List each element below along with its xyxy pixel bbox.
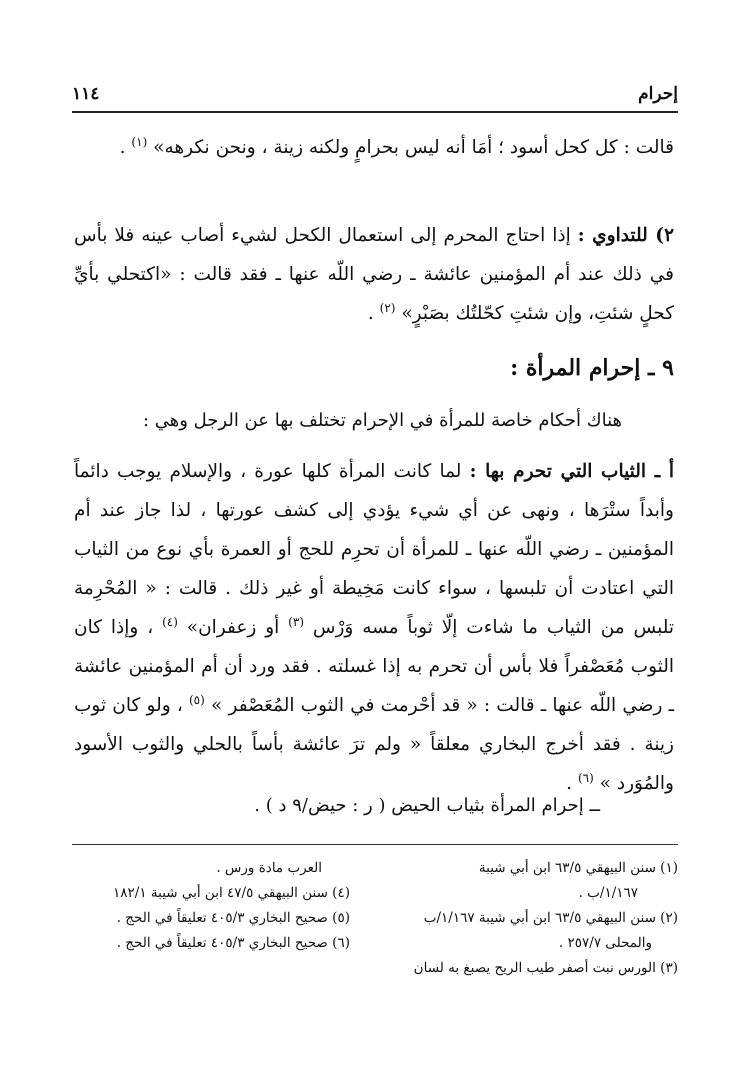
section-intro: هناك أحكام خاصة للمرأة في الإحرام تختلف بها عن الرجل وهي :: [142, 410, 622, 431]
footnote-marker-3: (٣): [288, 614, 304, 629]
footnote-line: والمحلى ٢٥٧/٧ .: [558, 935, 652, 951]
header-title: إحرام: [638, 84, 678, 104]
footnote-line: العرب مادة ورس .: [216, 860, 322, 876]
paragraph-text-1: لما كانت المرأة كلها عورة ، والإسلام يوجب دائماً وأبداً ستْرَها ، ونهى عن أي شيء يؤدي إلى كشف عورتها ، لذا جاز عند أم المؤمنين ـ رضي اللّه عنها ـ للمرأة أن تحرِم للحج أو العمرة بأي نوع من الثياب التي اعتادت أن تلبسها ، سواء كانت مَخِيطة أو غير ذلك . قالت : « المُحْرِمة تلبس من الثياب ما شاءت إلّا ثوباً مسه وَرْس: [74, 461, 674, 638]
paragraph-kohl-quote: [74, 128, 674, 167]
paragraph-clothing: [74, 452, 674, 803]
paragraph-label: أ ـ الثياب التي تحرم بها :: [469, 461, 674, 482]
page-number: ١١٤: [72, 84, 100, 104]
footnote-rule: [72, 844, 678, 845]
footnote-marker-5: (٥): [188, 692, 205, 707]
footnote-line: ١/١٦٧/ب .: [578, 885, 638, 901]
footnote-marker-6: (٦): [577, 770, 594, 785]
paragraph-text: إذا احتاج المحرم إلى استعمال الكحل لشيء أصاب عينه فلا بأس في ذلك عند أم المؤمنين عائشة ـ رضي اللّه عنها ـ فقد قالت : «اكتحلي بأيِّ كحلٍ شئتِ، وإن شئتِ كحّلتُك بصَبْرٍ»: [74, 225, 674, 324]
footnote-marker-1: (١): [131, 134, 148, 149]
paragraph-text-2: أو زعفران»: [186, 617, 280, 638]
paragraph-text: قالت : كل كحل أسود ؛ أمَا أنه ليس بحرامٍ ولكنه زينة ، ونحن نكرهه»: [153, 137, 674, 158]
footnotes-left-column: [60, 856, 350, 956]
footnote-line: (١) سنن البيهقي ٦٣/٥ ابن أبي شيبة: [478, 860, 678, 876]
paragraph-end: .: [119, 137, 126, 158]
footnote-line: (٦) صحيح البخاري ٤٠٥/٣ تعليقاً في الحج .: [116, 935, 350, 951]
paragraph-label: ٢) للتداوي :: [577, 225, 674, 246]
paragraph-end: .: [367, 303, 374, 324]
paragraph-end: .: [566, 773, 573, 794]
footnote-line: (٥) صحيح البخاري ٤٠٥/٣ تعليقاً في الحج .: [116, 910, 350, 926]
footnote-marker-4: (٤): [162, 614, 178, 629]
footnote-line: (٢) سنن البيهقي ٦٣/٥ ابن أبي شيبة ١/١٦٧/ب: [423, 910, 678, 926]
paragraph-treatment: [74, 216, 674, 333]
footnotes-right-column: [368, 856, 678, 981]
footnote-marker-2: (٢): [379, 300, 396, 315]
header-rule: [72, 111, 678, 113]
cross-reference: ــ إحرام المرأة بثياب الحيض ( ر : حيض/٩ د ) .: [254, 795, 600, 816]
footnote-line: (٤) سنن البيهقي ٤٧/٥ ابن أبي شيبة ١٨٢/١: [113, 885, 350, 901]
running-header: [72, 84, 678, 110]
section-heading: ٩ ـ إحرام المرأة :: [510, 355, 674, 381]
paragraph-text-4: ، ولو كان ثوب زينة . فقد أخرج البخاري معلقاً « ولم ترَ عائشة بأساً بالحلي والثوب الأسود والمُوَرد »: [74, 695, 674, 794]
paragraph-text-3: ، وإذا كان الثوب مُعَصْفراً فلا بأس أن تحرم به إذا غسلته . فقد ورد أن أم المؤمنين عائشة ـ رضي اللّه عنها ـ قالت : « قد أحْرمت في الثوب المُعَصْفر »: [74, 617, 674, 716]
footnote-line: (٣) الورس نبت أصفر طيب الريح يصبغ به لسان: [413, 960, 678, 976]
